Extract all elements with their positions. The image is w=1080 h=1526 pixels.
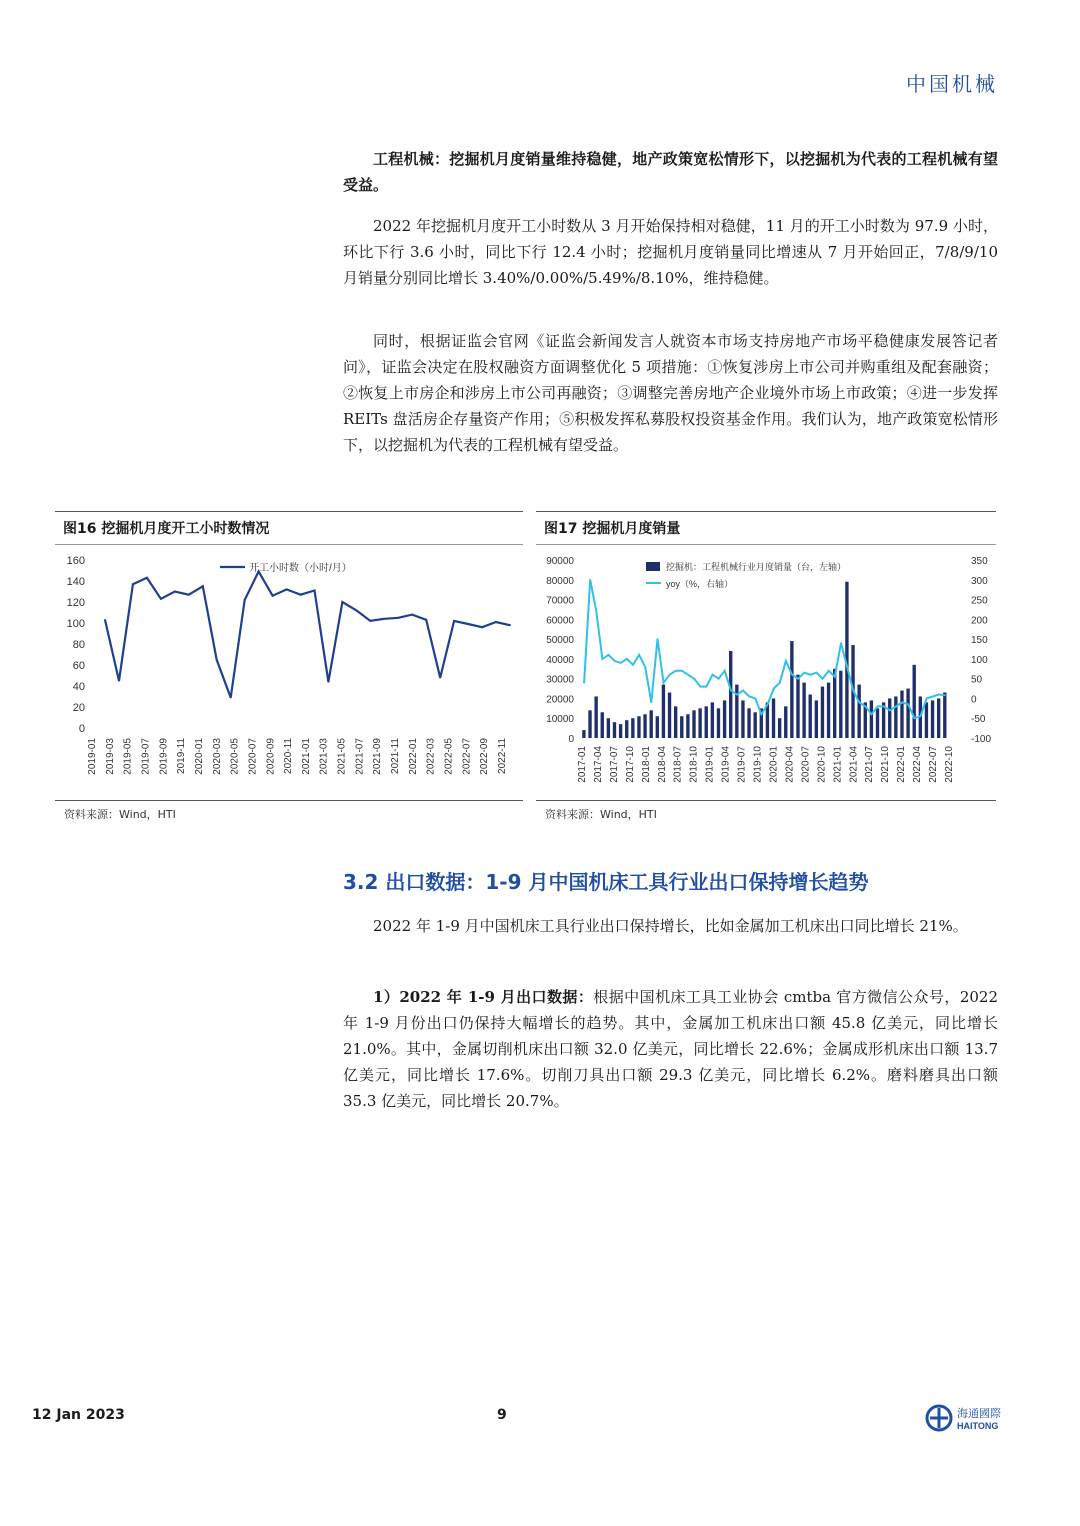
yoy-point (583, 682, 585, 684)
bar-sales (790, 641, 793, 738)
data-point (369, 620, 371, 622)
legend-label-yoy: yoy（%，右轴） (666, 579, 734, 589)
data-point (300, 594, 302, 596)
yoy-point (883, 705, 885, 707)
paragraph-intro (343, 146, 998, 198)
bar-sales (833, 669, 836, 738)
y-tick-label: 120 (66, 597, 85, 609)
y-tick-label: 60 (72, 660, 85, 672)
chart-16 (55, 545, 523, 795)
legend-bar-swatch (646, 562, 660, 571)
x-tick-label: 2020-07 (247, 738, 259, 775)
bar-sales (613, 722, 616, 738)
yoy-point (889, 709, 891, 711)
x-tick-label: 2022-09 (479, 738, 491, 775)
x-tick-label: 2020-05 (229, 738, 241, 775)
data-point (495, 621, 497, 623)
bar-sales (711, 702, 714, 738)
x-tick-label: 2021-10 (880, 746, 892, 783)
yoy-point (614, 660, 616, 662)
bar-sales (747, 708, 750, 738)
x-tick-label: 2021-01 (832, 746, 844, 783)
data-point (132, 583, 134, 585)
section-paragraph-2 (343, 984, 998, 1114)
y2-tick-label: 0 (971, 694, 977, 706)
bar-sales (937, 698, 940, 738)
bar-sales (839, 671, 842, 738)
chart-17 (536, 545, 996, 795)
bar-sales (906, 689, 909, 738)
yoy-point (693, 678, 695, 680)
yoy-point (901, 702, 903, 704)
bar-sales (607, 718, 610, 738)
data-point (174, 591, 176, 593)
yoy-point (626, 658, 628, 660)
yoy-point (907, 703, 909, 705)
yoy-point (791, 674, 793, 676)
bar-sales (650, 710, 653, 738)
data-point (160, 598, 162, 600)
yoy-point (852, 690, 854, 692)
yoy-point (730, 690, 732, 692)
bar-sales (729, 651, 732, 738)
data-point (104, 619, 106, 621)
yoy-point (877, 705, 879, 707)
y-tick-label: 40 (72, 681, 85, 693)
x-tick-label: 2019-01 (87, 738, 98, 775)
data-point (383, 618, 385, 620)
data-point (355, 610, 357, 612)
figure-17 (536, 511, 996, 801)
yoy-point (644, 666, 646, 668)
x-tick-label: 2022-10 (944, 746, 955, 783)
yoy-point (736, 694, 738, 696)
x-tick-label: 2019-07 (736, 746, 748, 783)
paragraph-block-2 (343, 213, 998, 291)
data-point (230, 697, 232, 699)
bar-sales (900, 691, 903, 738)
yoy-point (920, 715, 922, 717)
x-tick-label: 2019-03 (104, 738, 116, 775)
y2-tick-label: 150 (971, 635, 988, 647)
x-tick-label: 2018-10 (688, 746, 700, 783)
x-tick-label: 2020-11 (283, 738, 295, 774)
footer-date: 12 Jan 2023 (32, 1407, 125, 1423)
yoy-point (742, 690, 744, 692)
bar-sales (668, 693, 671, 738)
paragraph-2: 2022 年挖掘机月度开工小时数从 3 月开始保持相对稳健，11 月的开工小时数为 97.9 小时，环比下行 3.6 小时，同比下行 12.4 小时；挖掘机月度销量同比增速从 7 月开始回正，7/8/9/10 月销量分别同比增长 3.40%/0.00%/5.49%/8.10%，维持稳健。 (343, 217, 998, 287)
data-point (509, 624, 511, 626)
paragraph-block-3 (343, 328, 998, 458)
y2-tick-label: 250 (971, 595, 988, 607)
data-point (342, 601, 344, 603)
y-tick-label: 140 (66, 576, 85, 588)
x-tick-label: 2019-10 (752, 746, 764, 783)
data-point (202, 585, 204, 587)
data-point (216, 659, 218, 661)
bar-sales (643, 714, 646, 738)
yoy-point (761, 713, 763, 715)
y-tick-label: 160 (66, 555, 85, 567)
x-tick-label: 2020-01 (193, 738, 205, 775)
x-tick-label: 2021-04 (848, 746, 860, 783)
x-tick-label: 2019-04 (720, 746, 732, 783)
bar-sales (601, 712, 604, 738)
figure-17-title: 图17 挖掘机月度销量 (536, 512, 996, 545)
x-tick-label: 2022-11 (497, 738, 508, 774)
x-tick-label: 2019-07 (140, 738, 152, 775)
section-paragraph-block-1 (343, 913, 998, 939)
yoy-point (602, 658, 604, 660)
x-tick-label: 2020-10 (816, 746, 828, 783)
yoy-point (589, 579, 591, 581)
bar-sales (821, 687, 824, 738)
x-tick-label: 2021-09 (372, 738, 384, 775)
data-point (481, 626, 483, 628)
data-point (272, 595, 274, 597)
data-point (244, 599, 246, 601)
yoy-point (595, 611, 597, 613)
data-point (467, 623, 469, 625)
yoy-point (822, 678, 824, 680)
section-paragraph-1: 2022 年 1-9 月中国机床工具行业出口保持增长，比如金属加工机床出口同比增长 21%。 (373, 917, 968, 935)
x-tick-label: 2018-04 (656, 746, 668, 783)
yoy-point (675, 670, 677, 672)
y2-tick-label: 100 (971, 654, 988, 666)
bar-sales (876, 708, 879, 738)
yoy-point (865, 705, 867, 707)
y-tick-label: 60000 (546, 615, 574, 627)
yoy-point (828, 670, 830, 672)
yoy-point (871, 713, 873, 715)
x-tick-label: 2022-04 (912, 746, 924, 783)
bar-sales (588, 710, 591, 738)
y-tick-label: 50000 (546, 635, 574, 647)
footer-page-number: 9 (497, 1407, 507, 1423)
x-tick-label: 2017-04 (592, 746, 604, 783)
x-tick-label: 2020-07 (800, 746, 812, 783)
yoy-point (608, 654, 610, 656)
y-tick-label: 10000 (546, 714, 574, 726)
figure-17-source: 资料来源：Wind，HTI (545, 808, 657, 821)
section-paragraph-2-lead: 1）2022 年 1-9 月出口数据： (373, 988, 594, 1006)
bar-sales (796, 675, 799, 738)
data-point (286, 589, 288, 591)
bar-sales (784, 706, 787, 738)
section-heading: 3.2 出口数据：1-9 月中国机床工具行业出口保持增长趋势 (343, 870, 869, 894)
y-tick-label: 80000 (546, 575, 574, 587)
yoy-point (767, 703, 769, 705)
x-tick-label: 2018-07 (672, 746, 684, 783)
yoy-point (803, 672, 805, 674)
bar-sales (809, 694, 812, 738)
logo-text-en: HAITONG (957, 1421, 999, 1431)
x-tick-label: 2019-05 (122, 738, 134, 775)
bar-sales (802, 683, 805, 738)
x-tick-label: 2022-07 (461, 738, 473, 775)
yoy-point (797, 678, 799, 680)
bar-sales (692, 710, 695, 738)
x-tick-label: 2021-11 (390, 738, 402, 774)
bar-sales (625, 720, 628, 738)
x-tick-label: 2020-09 (265, 738, 277, 775)
bar-sales (925, 702, 928, 738)
data-point (118, 680, 120, 682)
y-tick-label: 70000 (546, 595, 574, 607)
haitong-logo-mark (925, 1403, 1015, 1433)
y2-tick-label: 300 (971, 575, 988, 587)
bar-sales (741, 700, 744, 738)
y2-tick-label: -50 (971, 714, 986, 726)
bar-sales (815, 700, 818, 738)
yoy-point (932, 696, 934, 698)
yoy-point (712, 674, 714, 676)
x-tick-label: 2022-01 (407, 738, 419, 775)
bar-sales (680, 716, 683, 738)
yoy-point (687, 674, 689, 676)
yoy-point (809, 674, 811, 676)
yoy-point (773, 688, 775, 690)
bar-sales (753, 712, 756, 738)
yoy-point (650, 702, 652, 704)
yoy-point (858, 702, 860, 704)
paragraph-1: 工程机械：挖掘机月度销量维持稳健，地产政策宽松情形下，以挖掘机为代表的工程机械有望受益。 (343, 150, 998, 194)
y2-tick-label: 350 (971, 556, 988, 567)
bar-sales (827, 683, 830, 738)
x-tick-label: 2021-07 (354, 738, 366, 775)
yoy-point (724, 670, 726, 672)
x-tick-label: 2021-05 (336, 738, 348, 775)
yoy-point (681, 670, 683, 672)
x-tick-label: 2020-01 (768, 746, 780, 783)
data-point (146, 577, 148, 579)
bar-sales (698, 708, 701, 738)
y2-tick-label: 200 (971, 615, 988, 627)
x-tick-label: 2021-03 (318, 738, 330, 775)
yoy-point (699, 686, 701, 688)
legend-label: 开工小时数（小时/月） (249, 563, 352, 574)
y-tick-label: 20 (72, 702, 85, 714)
x-tick-label: 2021-01 (300, 738, 312, 775)
haitong-logo (925, 1403, 1015, 1437)
yoy-point (895, 705, 897, 707)
yoy-point (663, 682, 665, 684)
x-tick-label: 2022-05 (443, 738, 455, 775)
x-tick-label: 2022-03 (425, 738, 437, 775)
yoy-point (846, 666, 848, 668)
bar-sales (717, 708, 720, 738)
bar-sales (870, 700, 873, 738)
x-tick-label: 2017-07 (608, 746, 620, 783)
x-tick-label: 2019-09 (158, 738, 170, 775)
figure-16 (55, 511, 523, 801)
yoy-point (816, 672, 818, 674)
bar-sales (772, 698, 775, 738)
bar-sales (637, 716, 640, 738)
x-tick-label: 2022-01 (896, 746, 908, 783)
data-point (425, 619, 427, 621)
x-tick-label: 2019-11 (176, 738, 188, 774)
x-tick-label: 2022-07 (928, 746, 940, 783)
bar-sales (705, 706, 708, 738)
bar-sales (778, 718, 781, 738)
bar-sales (894, 696, 897, 738)
bar-sales (888, 698, 891, 738)
y-tick-label: 90000 (546, 556, 574, 567)
x-tick-label: 2019-01 (704, 746, 716, 783)
yoy-point (926, 698, 928, 700)
bar-sales (582, 730, 585, 738)
y-tick-label: 0 (78, 723, 85, 735)
data-point (397, 617, 399, 619)
bar-sales (662, 685, 665, 738)
yoy-point (669, 674, 671, 676)
y-tick-label: 40000 (546, 654, 574, 666)
series-line-hours (105, 572, 510, 698)
y-tick-label: 100 (66, 618, 85, 630)
data-point (453, 620, 455, 622)
bar-sales (913, 665, 916, 738)
yoy-point (657, 638, 659, 640)
bar-sales (619, 724, 622, 738)
figure-16-title: 图16 挖掘机月度开工小时数情况 (55, 512, 523, 545)
bar-sales (931, 700, 934, 738)
bar-sales (656, 716, 659, 738)
bar-sales (631, 718, 634, 738)
data-point (328, 681, 330, 683)
x-tick-label: 2021-07 (864, 746, 876, 783)
yoy-point (754, 698, 756, 700)
yoy-point (913, 717, 915, 719)
y-tick-label: 30000 (546, 674, 574, 686)
x-tick-label: 2017-01 (577, 746, 588, 783)
data-point (439, 677, 441, 679)
x-tick-label: 2017-10 (624, 746, 636, 783)
yoy-point (748, 696, 750, 698)
y-tick-label: 20000 (546, 694, 574, 706)
bar-sales (674, 706, 677, 738)
bar-sales (943, 693, 946, 738)
yoy-point (785, 660, 787, 662)
yoy-point (779, 682, 781, 684)
figure-16-source: 资料来源：Wind，HTI (64, 808, 176, 821)
bar-sales (594, 696, 597, 738)
x-tick-label: 2018-01 (640, 746, 652, 783)
x-tick-label: 2020-04 (784, 746, 796, 783)
yoy-point (938, 694, 940, 696)
yoy-point (705, 686, 707, 688)
y-tick-label: 0 (568, 734, 574, 745)
yoy-point (834, 676, 836, 678)
y2-tick-label: 50 (971, 674, 983, 686)
yoy-point (638, 654, 640, 656)
data-point (314, 590, 316, 592)
x-tick-label: 2020-03 (211, 738, 223, 775)
yoy-point (718, 678, 720, 680)
y2-tick-label: -100 (971, 734, 992, 745)
bar-sales (686, 714, 689, 738)
y-tick-label: 80 (72, 639, 85, 651)
data-point (411, 614, 413, 616)
header-title: 中国机械 (906, 72, 998, 96)
logo-text-cn: 海通國際 (957, 1408, 1001, 1420)
yoy-point (840, 642, 842, 644)
data-point (188, 594, 190, 596)
yoy-point (620, 662, 622, 664)
series-line-yoy (584, 580, 945, 718)
bar-sales (723, 700, 726, 738)
paragraph-3: 同时，根据证监会官网《证监会新闻发言人就资本市场支持房地产市场平稳健康发展答记者问》，证监会决定在股权融资方面调整优化 5 项措施：①恢复涉房上市公司并购重组及配套融资；②恢复上市房企和涉房上市公司再融资；③调整完善房地产企业境外市场上市政策；④进一步发挥 REITs 盘活房企存量资产作用；⑤积极发挥私募股权投资基金作用。我们认为，地产政策宽松情形下，以挖掘机为代表的工程机械有望受益。 (343, 332, 998, 454)
section-paragraph-block-2 (343, 984, 998, 1114)
bar-sales (857, 685, 860, 738)
yoy-point (632, 664, 634, 666)
section-paragraph-2-body: 根据中国机床工具工业协会 cmtba 官方微信公众号，2022 年 1-9 月份出口仍保持大幅增长的趋势。其中，金属加工机床出口额 45.8 亿美元，同比增长 21.0%。其中，金属切削机床出口额 32.0 亿美元，同比增长 22.6%；金属成形机床出口额 13.7 亿美元，同比增长 17.6%。切削刀具出口额 29.3 亿美元，同比增长 6.2%。磨料磨具出口额 35.3 亿美元，同比增长 20.7%。 (343, 988, 998, 1110)
legend-label-bar: 挖掘机：工程机械行业月度销量（台，左轴） (666, 562, 847, 572)
yoy-point (944, 694, 946, 696)
